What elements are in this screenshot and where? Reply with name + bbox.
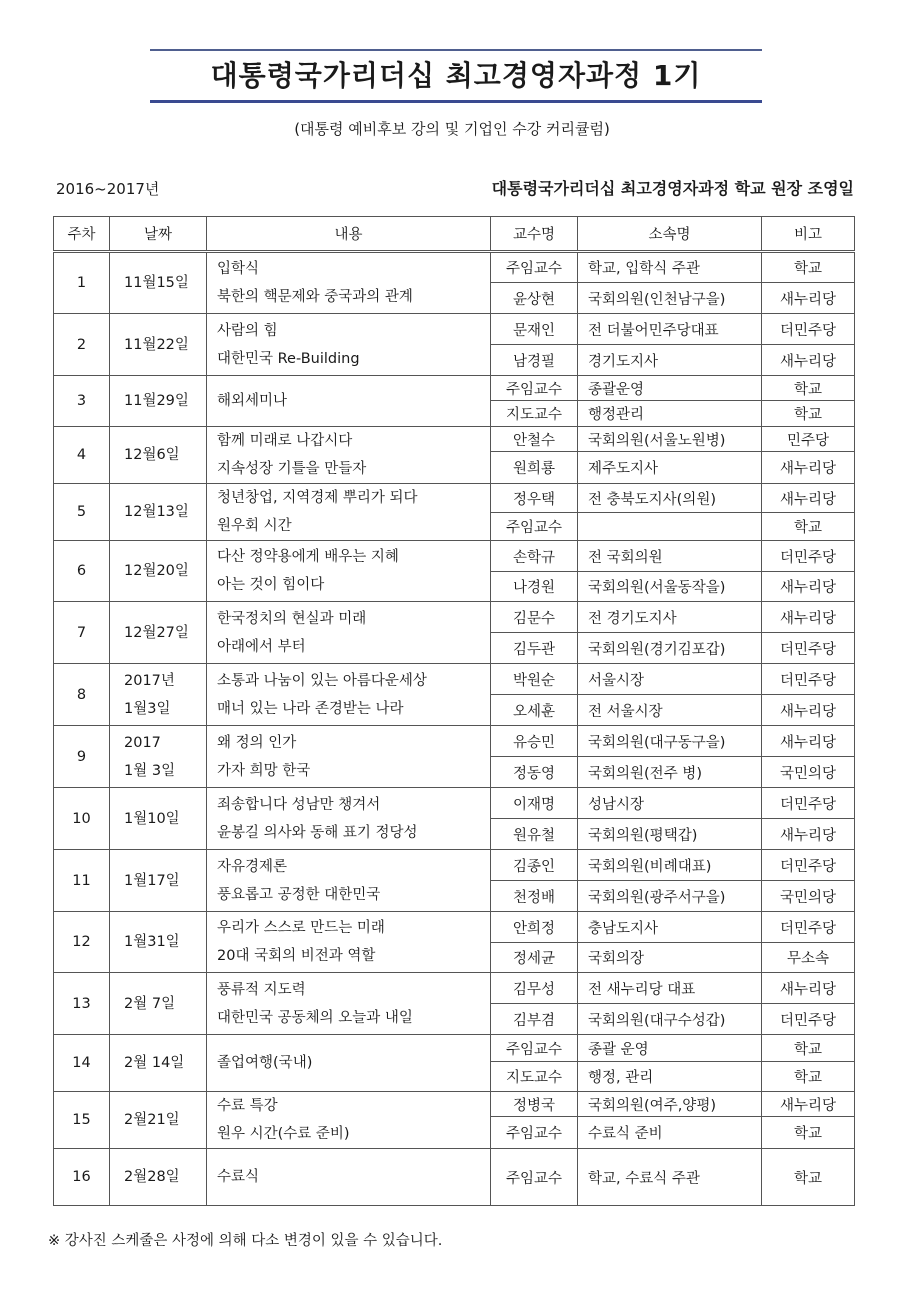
date-cell [110, 602, 207, 664]
professor-cell: 주임교수 [491, 1035, 578, 1062]
curriculum-table [53, 216, 855, 1206]
topic-cell [207, 376, 491, 427]
note-cell: 새누리당 [762, 452, 855, 484]
note-cell: 더민주당 [762, 664, 855, 695]
date-line: 1월31일 [124, 934, 180, 950]
professor-cell: 주임교수 [491, 1149, 578, 1206]
note-cell: 새누리당 [762, 602, 855, 633]
header-week: 주차 [54, 217, 110, 252]
professor-cell: 천정배 [491, 881, 578, 912]
date-cell [110, 252, 207, 314]
table-row [54, 1035, 855, 1062]
date-cell [110, 850, 207, 912]
topic-line: 북한의 핵문제와 중국과의 관계 [217, 289, 413, 305]
topic-line: 다산 정약용에게 배우는 지혜 [217, 549, 399, 565]
note-cell: 학교 [762, 1149, 855, 1206]
date-line: 1월10일 [124, 810, 180, 827]
topic-cell [207, 726, 491, 788]
header-topic: 내용 [207, 217, 491, 252]
header-professor: 교수명 [491, 217, 578, 252]
professor-cell: 정세균 [491, 943, 578, 973]
table-row [54, 541, 855, 572]
affiliation-cell: 국회의원(평택갑) [578, 819, 762, 850]
affiliation-cell: 국회의원(대구동구을) [578, 726, 762, 757]
affiliation-cell: 경기도지사 [578, 345, 762, 376]
date-line: 2월 7일 [124, 995, 176, 1012]
topic-line: 왜 정의 인가 [217, 734, 297, 751]
topic-line: 해외세미나 [217, 393, 288, 409]
note-cell: 민주당 [762, 427, 855, 452]
affiliation-cell: 국회의원(서울동작을) [578, 572, 762, 602]
topic-line: 사람의 힘 [217, 322, 278, 339]
date-line: 2월 14일 [124, 1055, 185, 1071]
topic-cell [207, 664, 491, 726]
professor-cell: 지도교수 [491, 401, 578, 427]
professor-cell: 주임교수 [491, 252, 578, 283]
professor-cell: 정병국 [491, 1092, 578, 1117]
date-cell [110, 1092, 207, 1149]
professor-cell: 손학규 [491, 541, 578, 572]
professor-cell: 원유철 [491, 819, 578, 850]
table-row [54, 664, 855, 695]
date-line: 2017 [124, 734, 161, 751]
topic-cell [207, 314, 491, 376]
date-line: 11월29일 [124, 393, 189, 409]
note-cell: 새누리당 [762, 345, 855, 376]
date-line: 1월3일 [124, 700, 171, 717]
date-line: 2월28일 [124, 1169, 180, 1185]
date-line: 2017년 [124, 672, 175, 689]
topic-line: 한국정치의 현실과 미래 [217, 610, 367, 627]
professor-cell: 유승민 [491, 726, 578, 757]
affiliation-cell: 행정관리 [578, 401, 762, 427]
week-cell: 1 [54, 252, 110, 314]
note-cell: 학교 [762, 1035, 855, 1062]
topic-line: 대한민국 공동체의 오늘과 내일 [217, 1009, 413, 1026]
table-row [54, 973, 855, 1004]
week-cell: 9 [54, 726, 110, 788]
week-cell: 8 [54, 664, 110, 726]
professor-cell: 문재인 [491, 314, 578, 345]
date-cell [110, 912, 207, 973]
date-line: 12월20일 [124, 563, 189, 579]
note-cell: 학교 [762, 1117, 855, 1149]
professor-cell: 박원순 [491, 664, 578, 695]
professor-cell: 윤상현 [491, 283, 578, 314]
document-subtitle: (대통령 예비후보 강의 및 기업인 수강 커리큘럼) [294, 120, 610, 138]
table-row [54, 850, 855, 881]
note-cell: 학교 [762, 401, 855, 427]
week-cell: 10 [54, 788, 110, 850]
note-cell: 학교 [762, 376, 855, 401]
affiliation-cell: 충남도지사 [578, 912, 762, 943]
date-line: 11월22일 [124, 336, 189, 353]
header-date: 날짜 [110, 217, 207, 252]
topic-cell [207, 1092, 491, 1149]
professor-cell: 김문수 [491, 602, 578, 633]
note-cell: 더민주당 [762, 912, 855, 943]
date-cell [110, 664, 207, 726]
topic-line: 지속성장 기틀을 만들자 [217, 461, 367, 477]
affiliation-cell: 학교, 입학식 주관 [578, 252, 762, 283]
affiliation-cell: 전 서울시장 [578, 695, 762, 726]
professor-cell: 김종인 [491, 850, 578, 881]
date-cell [110, 541, 207, 602]
note-cell: 새누리당 [762, 484, 855, 513]
topic-line: 수료 특강 [217, 1098, 278, 1114]
title-bottom-rule [150, 100, 762, 103]
date-line: 1월 3일 [124, 762, 176, 779]
table-row [54, 726, 855, 757]
topic-line: 원우 시간(수료 준비) [217, 1126, 350, 1142]
professor-cell: 주임교수 [491, 513, 578, 541]
program-director: 대통령국가리더십 최고경영자과정 학교 원장 조영일 [491, 179, 854, 198]
week-cell: 16 [54, 1149, 110, 1206]
date-cell [110, 1035, 207, 1092]
week-cell: 11 [54, 850, 110, 912]
affiliation-cell: 국회의원(경기김포갑) [578, 633, 762, 664]
note-cell: 새누리당 [762, 695, 855, 726]
date-cell [110, 1149, 207, 1206]
topic-line: 대한민국 Re-Building [217, 350, 360, 367]
topic-cell [207, 788, 491, 850]
topic-cell [207, 912, 491, 973]
week-cell: 3 [54, 376, 110, 427]
table-row [54, 314, 855, 345]
affiliation-cell: 수료식 준비 [578, 1117, 762, 1149]
topic-line: 함께 미래로 나갑시다 [217, 433, 353, 449]
date-cell [110, 427, 207, 484]
academic-year: 2016~2017년 [56, 180, 160, 198]
affiliation-cell: 종괄운영 [578, 376, 762, 401]
week-cell: 12 [54, 912, 110, 973]
professor-cell: 원희룡 [491, 452, 578, 484]
professor-cell: 김부겸 [491, 1004, 578, 1035]
note-cell: 더민주당 [762, 788, 855, 819]
topic-cell [207, 1035, 491, 1092]
topic-cell [207, 541, 491, 602]
topic-cell [207, 850, 491, 912]
week-cell: 7 [54, 602, 110, 664]
week-cell: 4 [54, 427, 110, 484]
note-cell: 더민주당 [762, 314, 855, 345]
topic-line: 자유경제론 [217, 858, 288, 875]
affiliation-cell: 국회의원(여주,양평) [578, 1092, 762, 1117]
professor-cell: 안철수 [491, 427, 578, 452]
affiliation-cell: 전 더불어민주당대표 [578, 314, 762, 345]
week-cell: 2 [54, 314, 110, 376]
date-line: 1월17일 [124, 872, 180, 889]
affiliation-cell: 국회의원(대구수성갑) [578, 1004, 762, 1035]
professor-cell: 안희정 [491, 912, 578, 943]
professor-cell: 김두관 [491, 633, 578, 664]
professor-cell: 남경필 [491, 345, 578, 376]
affiliation-cell: 성남시장 [578, 788, 762, 819]
topic-cell [207, 252, 491, 314]
affiliation-cell: 국회의원(인천남구을) [578, 283, 762, 314]
note-cell: 더민주당 [762, 541, 855, 572]
date-line: 2월21일 [124, 1112, 180, 1128]
date-line: 12월6일 [124, 447, 180, 463]
date-line: 12월27일 [124, 624, 189, 641]
note-cell: 새누리당 [762, 1092, 855, 1117]
topic-line: 20대 국회의 비전과 역할 [217, 948, 376, 964]
date-cell [110, 484, 207, 541]
header-note: 비고 [762, 217, 855, 252]
topic-line: 죄송합니다 성남만 챙겨서 [217, 796, 381, 813]
affiliation-cell: 국회의원(서울노원병) [578, 427, 762, 452]
affiliation-cell: 종괄 운영 [578, 1035, 762, 1062]
topic-cell [207, 602, 491, 664]
table-row [54, 252, 855, 283]
table-row [54, 1149, 855, 1206]
affiliation-cell: 서울시장 [578, 664, 762, 695]
topic-line: 우리가 스스로 만드는 미래 [217, 920, 385, 936]
note-cell: 더민주당 [762, 633, 855, 664]
table-row [54, 427, 855, 452]
affiliation-cell: 국회의원(전주 병) [578, 757, 762, 788]
week-cell: 14 [54, 1035, 110, 1092]
topic-line: 아는 것이 힘이다 [217, 577, 325, 593]
topic-cell [207, 484, 491, 541]
note-cell: 더민주당 [762, 1004, 855, 1035]
document-title: 대통령국가리더십 최고경영자과정 1기 [210, 59, 702, 92]
note-cell: 국민의당 [762, 881, 855, 912]
note-cell: 더민주당 [762, 850, 855, 881]
date-cell [110, 726, 207, 788]
date-cell [110, 314, 207, 376]
note-cell: 새누리당 [762, 283, 855, 314]
professor-cell: 지도교수 [491, 1062, 578, 1092]
affiliation-cell: 제주도지사 [578, 452, 762, 484]
affiliation-cell: 행정, 관리 [578, 1062, 762, 1092]
topic-line: 입학식 [217, 261, 260, 277]
week-cell: 13 [54, 973, 110, 1035]
affiliation-cell: 국회의장 [578, 943, 762, 973]
affiliation-cell: 전 새누리당 대표 [578, 973, 762, 1004]
table-row [54, 788, 855, 819]
professor-cell: 정우택 [491, 484, 578, 513]
note-cell: 무소속 [762, 943, 855, 973]
table-row [54, 912, 855, 943]
note-cell: 새누리당 [762, 726, 855, 757]
topic-line: 풍요롭고 공정한 대한민국 [217, 886, 381, 903]
topic-line: 원우회 시간 [217, 518, 292, 534]
date-line: 11월15일 [124, 275, 189, 291]
week-cell: 5 [54, 484, 110, 541]
topic-line: 소통과 나눔이 있는 아름다운세상 [217, 672, 427, 689]
professor-cell: 나경원 [491, 572, 578, 602]
date-cell [110, 376, 207, 427]
table-header-row [54, 217, 855, 252]
professor-cell: 오세훈 [491, 695, 578, 726]
affiliation-cell [578, 513, 762, 541]
note-cell: 새누리당 [762, 572, 855, 602]
affiliation-cell: 전 충북도지사(의원) [578, 484, 762, 513]
professor-cell: 이재명 [491, 788, 578, 819]
table-row [54, 1092, 855, 1117]
topic-cell [207, 973, 491, 1035]
professor-cell: 주임교수 [491, 376, 578, 401]
note-cell: 국민의당 [762, 757, 855, 788]
affiliation-cell: 국회의원(비례대표) [578, 850, 762, 881]
note-cell: 학교 [762, 513, 855, 541]
topic-line: 졸업여행(국내) [217, 1055, 313, 1071]
week-cell: 6 [54, 541, 110, 602]
professor-cell: 주임교수 [491, 1117, 578, 1149]
topic-cell [207, 427, 491, 484]
footnote: ※ 강사진 스케줄은 사정에 의해 다소 변경이 있을 수 있습니다. [48, 1233, 443, 1249]
week-cell: 15 [54, 1092, 110, 1149]
note-cell: 새누리당 [762, 973, 855, 1004]
note-cell: 학교 [762, 252, 855, 283]
header-affiliation: 소속명 [578, 217, 762, 252]
date-cell [110, 973, 207, 1035]
date-line: 12월13일 [124, 504, 189, 520]
note-cell: 학교 [762, 1062, 855, 1092]
title-top-rule [150, 49, 762, 51]
topic-line: 아래에서 부터 [217, 638, 306, 655]
topic-line: 수료식 [217, 1169, 260, 1185]
affiliation-cell: 전 경기도지사 [578, 602, 762, 633]
table-row [54, 484, 855, 513]
affiliation-cell: 국회의원(광주서구을) [578, 881, 762, 912]
topic-line: 윤봉길 의사와 동해 표기 정당성 [217, 824, 418, 841]
note-cell: 새누리당 [762, 819, 855, 850]
topic-line: 풍류적 지도력 [217, 981, 306, 998]
topic-line: 매너 있는 나라 존경받는 나라 [217, 700, 404, 717]
topic-line: 가자 희망 한국 [217, 762, 311, 779]
professor-cell: 정동영 [491, 757, 578, 788]
table-row [54, 602, 855, 633]
professor-cell: 김무성 [491, 973, 578, 1004]
affiliation-cell: 학교, 수료식 주관 [578, 1149, 762, 1206]
date-cell [110, 788, 207, 850]
affiliation-cell: 전 국회의원 [578, 541, 762, 572]
topic-cell [207, 1149, 491, 1206]
topic-line: 청년창업, 지역경제 뿌리가 되다 [217, 490, 418, 506]
table-row [54, 376, 855, 401]
